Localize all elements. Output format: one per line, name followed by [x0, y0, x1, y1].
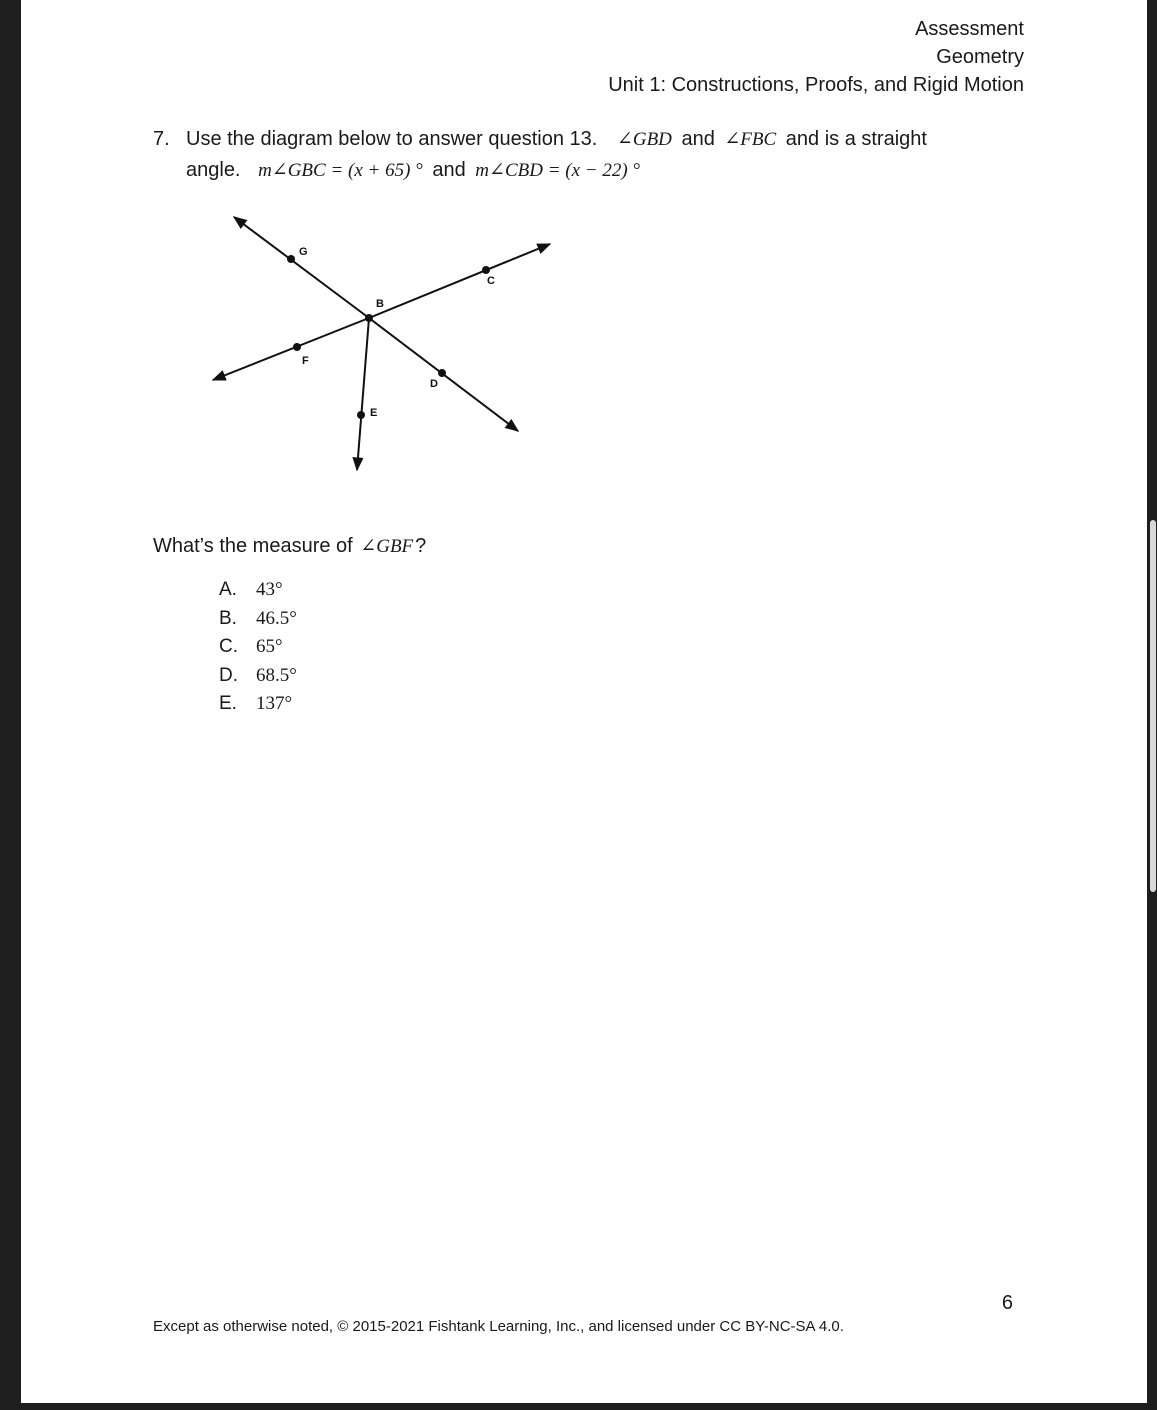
angle-diagram: [205, 205, 565, 485]
header-unit: Unit 1: Constructions, Proofs, and Rigid Motion: [608, 74, 1024, 96]
question-line-1: [153, 124, 1013, 155]
page-number: 6: [1001, 1292, 1013, 1314]
angle-gbf: ∠GBF: [360, 536, 414, 557]
prompt-text: What’s the measure of: [153, 535, 353, 557]
question-number: 7.: [153, 128, 170, 150]
question-prompt: [153, 532, 426, 561]
choice-value: 68.5°: [256, 664, 297, 686]
label-f: F: [302, 355, 309, 367]
ray-bc: [369, 244, 550, 318]
choice-b[interactable]: [219, 605, 297, 634]
choice-a[interactable]: [219, 576, 297, 605]
label-g: G: [299, 246, 308, 258]
ray-be: [357, 318, 369, 470]
ray-bf: [213, 318, 369, 380]
point-b: [365, 314, 373, 322]
ray-bg: [234, 217, 369, 318]
angle-fbc: ∠FBC: [724, 129, 777, 150]
choice-e[interactable]: [219, 690, 297, 719]
choice-value: 137°: [256, 693, 293, 715]
choice-c[interactable]: [219, 633, 297, 662]
choice-value: 65°: [256, 636, 283, 658]
point-c: [482, 266, 490, 274]
expression-gbc: m∠GBC = (x + 65) °: [258, 160, 423, 181]
expression-cbd: m∠CBD = (x − 22) °: [475, 160, 641, 181]
document-page: [21, 0, 1147, 1403]
prompt-suffix: ?: [415, 535, 427, 557]
choice-letter: C.: [219, 636, 238, 658]
question-line-2: [153, 155, 1013, 186]
question-and-2: and: [432, 159, 466, 181]
header-assessment: Assessment: [915, 18, 1024, 40]
choice-value: 43°: [256, 579, 283, 600]
choice-letter: B.: [219, 607, 237, 629]
question-text-b: and is a straight: [785, 128, 927, 150]
choice-value: 46.5°: [256, 607, 297, 629]
label-d: D: [430, 378, 438, 390]
point-g: [287, 255, 295, 263]
choice-letter: D.: [219, 664, 238, 686]
point-f: [293, 343, 301, 351]
choice-letter: A.: [219, 579, 237, 600]
question-and-1: and: [681, 128, 715, 150]
label-e: E: [370, 407, 378, 419]
label-b: B: [376, 298, 384, 310]
header-subject: Geometry: [936, 46, 1024, 68]
choice-letter: E.: [219, 693, 237, 715]
question-7: [153, 124, 1013, 186]
question-text-a: Use the diagram below to answer question 13.: [186, 128, 598, 150]
scrollbar[interactable]: [1150, 520, 1156, 892]
choice-d[interactable]: [219, 662, 297, 691]
copyright-footer: Except as otherwise noted, © 2015-2021 Fishtank Learning, Inc., and licensed under CC BY-NC-SA 4.0.: [153, 1318, 844, 1335]
answer-choices: [219, 576, 297, 719]
label-c: C: [487, 275, 495, 287]
page-header: [608, 15, 1024, 99]
point-e: [357, 411, 365, 419]
question-text-c: angle.: [186, 159, 241, 181]
point-d: [438, 369, 446, 377]
angle-gbd: ∠GBD: [616, 129, 672, 150]
